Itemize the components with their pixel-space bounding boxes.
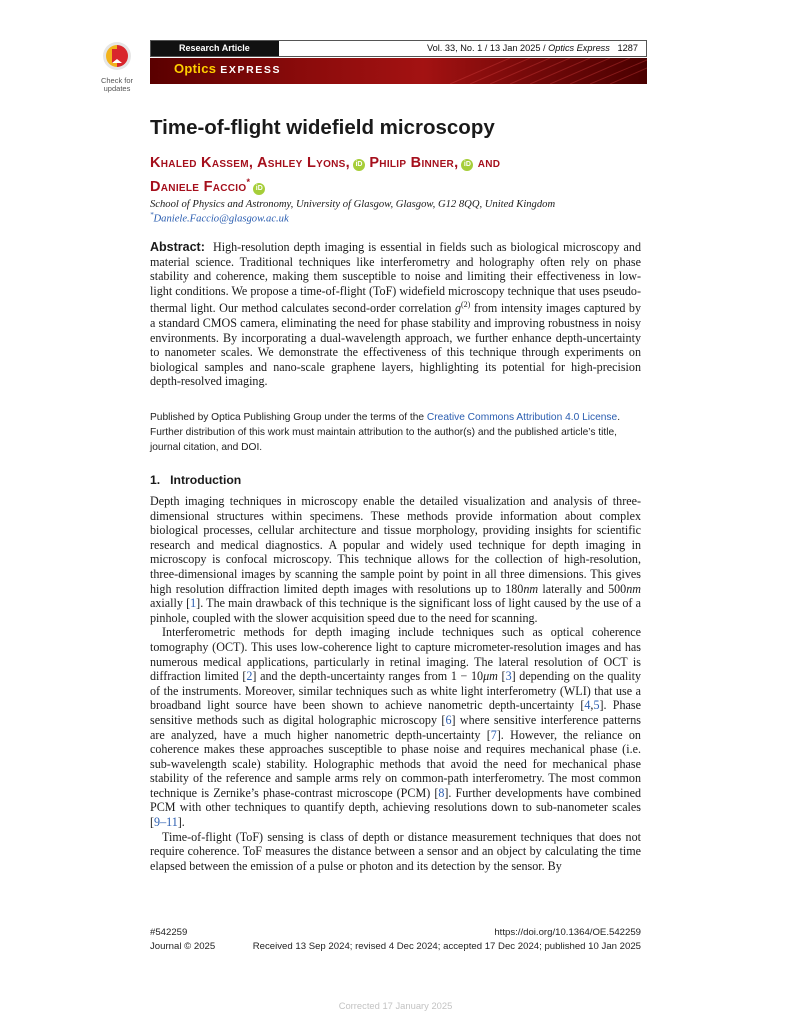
page-number: 1287 bbox=[617, 43, 638, 53]
citation-link[interactable]: 7 bbox=[490, 727, 497, 742]
abstract-text-2: from intensity images captured by a standard CMOS camera, eliminating the need for phase stability and improving robustness in noisy environments. By incorporating a dual-wavelength approach, we further enhance depth-uncertainty to nanometer scales. We demonstrate the effectiveness of this technique through experiments on biological samples and nano-scale graphene layers, highlighting its potential for high-precision depth-resolved imaging. bbox=[150, 301, 642, 389]
text: ] depending on the quality of the instruments. Moreover, similar techniques such as white light interferometry (WLI) that use a broadband light source have been shown to achieve nanometric depth-uncertainty [ bbox=[150, 669, 641, 713]
text: Interferometric methods for depth imaging include techniques such as optical coherence tomography (OCT). This uses low-coherence light to capture micrometer-resolution images and has numerous medical applications, particularly in retinal imaging. The lateral resolution of OCT is diffraction limited [ bbox=[150, 625, 641, 684]
publication-dates: Received 13 Sep 2024; revised 4 Dec 2024; accepted 17 Dec 2024; published 10 Jan 2025 bbox=[252, 941, 641, 952]
text: axially [ bbox=[150, 596, 191, 611]
journal-copyright: Journal © 2025 bbox=[150, 941, 216, 952]
license-notice bbox=[150, 410, 641, 455]
journal-name: Optics Express bbox=[548, 43, 610, 53]
citation-link[interactable]: 3 bbox=[505, 669, 512, 684]
citation-link[interactable]: 8 bbox=[438, 785, 445, 800]
author-faccio[interactable]: Daniele Faccio bbox=[150, 179, 247, 195]
orcid-icon[interactable]: iD bbox=[253, 183, 265, 195]
citation-link[interactable]: 9–11 bbox=[154, 815, 178, 830]
check-for-updates-icon bbox=[102, 41, 132, 71]
optics-express-logo bbox=[174, 61, 281, 76]
orcid-icon[interactable]: iD bbox=[353, 159, 365, 171]
article-title: Time-of-flight widefield microscopy bbox=[150, 116, 495, 139]
logo-express-text: EXPRESS bbox=[220, 64, 282, 76]
affiliation: School of Physics and Astronomy, University of Glasgow, Glasgow, G12 8QQ, United Kingdom bbox=[150, 199, 556, 210]
g2-symbol: g bbox=[454, 301, 461, 316]
article-id: #542259 bbox=[150, 927, 188, 938]
journal-banner bbox=[150, 58, 647, 84]
license-link[interactable]: Creative Commons Attribution 4.0 License bbox=[426, 412, 618, 423]
abstract bbox=[150, 240, 641, 389]
corresponding-email[interactable] bbox=[150, 211, 289, 225]
unit-nm: nm bbox=[523, 581, 539, 596]
section-number: 1. bbox=[150, 473, 161, 487]
citation-link[interactable]: 4 bbox=[584, 698, 591, 713]
g2-superscript: (2) bbox=[461, 300, 471, 310]
volume-text: Vol. 33, No. 1 / 13 Jan 2025 / bbox=[427, 43, 549, 53]
orcid-icon[interactable]: iD bbox=[461, 159, 473, 171]
text: Depth imaging techniques in microscopy enable the detailed visualization and analysis of three-dimensional structures within specimens. These methods provide information about complex biological processes, cellular architecture and tissue morphology, providing insights for scientific research and medical diagnostics. A popular and widely used technique for depth imaging in microscopy is confocal microscopy. This technique allows for the collection of high-resolution, three-dimensional images by scanning the sample point by point in all three dimensions. This gives high resolution diffraction limited depth images with resolutions up to 180 bbox=[150, 494, 641, 596]
corrected-notice: Corrected 17 January 2025 bbox=[338, 1000, 453, 1011]
text: ] and the depth-uncertainty ranges from 1 − 10 bbox=[252, 669, 484, 684]
text: ]. Phase sensitive methods such as digital holographic microscopy [ bbox=[150, 698, 641, 727]
citation-link[interactable]: 6 bbox=[445, 712, 452, 727]
introduction-body bbox=[150, 494, 641, 873]
logo-optics-text: Optics bbox=[174, 61, 217, 76]
journal-header-bar bbox=[150, 40, 647, 57]
intro-paragraph-3: Time-of-flight (ToF) sensing is class of depth or distance measurement techniques that does not require coherence. ToF measures the distance between a sensor and an object by calculating the time elapsed between the emission of a pulse or photon and its detection by the sensor. By bbox=[150, 829, 641, 873]
intro-paragraph-2 bbox=[150, 625, 641, 829]
volume-info bbox=[427, 41, 638, 56]
text: ] where sensitive interference patterns are analyzed, have a much higher nanometric depth-uncertainty [ bbox=[150, 712, 641, 742]
badge-line-1: Check for bbox=[100, 76, 134, 85]
doi-link[interactable]: https://doi.org/10.1364/OE.542259 bbox=[494, 927, 641, 938]
section-heading-introduction bbox=[150, 473, 241, 487]
text: ]. However, the reliance on coherence makes these approaches susceptible to phase noise and requires mechanical phase (i.e. sub-wavelength scale) stability. Holographic methods that avoid the need for mechanical phase stability of the reference and sample arms rely on common-path interferometry. The most common technique is Zernike’s phase-contrast microscope (PCM) [ bbox=[150, 727, 641, 800]
badge-line-2: updates bbox=[103, 84, 131, 93]
check-for-updates-badge[interactable] bbox=[93, 41, 141, 93]
badge-label bbox=[93, 77, 141, 93]
text: laterally and 500 bbox=[538, 581, 627, 596]
author-lyons[interactable]: Ashley Lyons, bbox=[257, 155, 350, 171]
citation-link[interactable]: 5 bbox=[593, 698, 600, 713]
email-star: * bbox=[150, 211, 154, 219]
author-and: and bbox=[477, 155, 501, 171]
footer-line-2 bbox=[150, 941, 641, 952]
unit-um: μm bbox=[483, 669, 498, 684]
text: , bbox=[590, 698, 594, 713]
intro-paragraph-1 bbox=[150, 494, 641, 625]
email-address[interactable]: Daniele.Faccio@glasgow.ac.uk bbox=[153, 213, 289, 225]
corresponding-star: * bbox=[246, 177, 251, 187]
text: ]. bbox=[177, 815, 185, 830]
citation-link[interactable]: 2 bbox=[246, 669, 253, 684]
author-list bbox=[150, 154, 647, 197]
unit-nm: nm bbox=[626, 581, 641, 596]
text: ]. Further developments have combined PCM with other techniques to quantify depth, achieving resolutions down to sub-nanometer scales [ bbox=[150, 785, 642, 830]
citation-link[interactable]: 1 bbox=[190, 596, 197, 611]
author-binner[interactable]: Philip Binner, bbox=[369, 155, 459, 171]
license-text-1: Published by Optica Publishing Group under the terms of the bbox=[150, 412, 427, 423]
text: ]. The main drawback of this technique is the significant loss of light caused by the use of a pinhole, coupled with the slower acquisition speed due to the need for scanning. bbox=[150, 596, 641, 625]
section-title: Introduction bbox=[170, 473, 242, 487]
author-kassem[interactable]: Khaled Kassem, bbox=[150, 155, 254, 171]
footer-line-1 bbox=[150, 927, 641, 938]
article-type-label: Research Article bbox=[151, 41, 279, 56]
license-text-2: . Further distribution of this work must maintain attribution to the author(s) and the published article’s title, journal citation, and DOI. bbox=[150, 412, 621, 453]
abstract-label: Abstract: bbox=[150, 240, 205, 254]
text: [ bbox=[497, 669, 506, 684]
abstract-text-1: High-resolution depth imaging is essential in fields such as biological microscopy and material science. Traditional techniques like interferometry and holography often rely on phase stability and coherence, making them susceptible to noise and limiting their effectiveness in low-light conditions. We propose a time-of-flight (ToF) widefield microscopy technique that uses pseudo-thermal light. Our method calculates second-order correlation bbox=[150, 240, 642, 316]
